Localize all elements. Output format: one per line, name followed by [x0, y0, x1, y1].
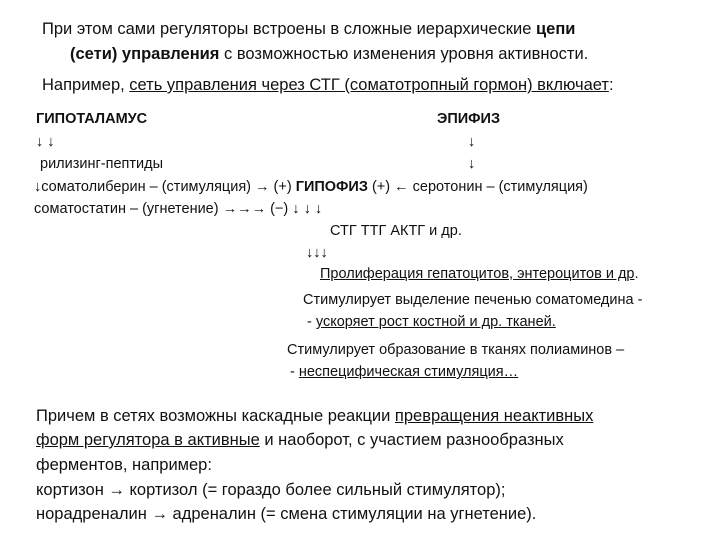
stg-network-link[interactable]: сеть управления через СТГ (соматотропный гормон) включает — [129, 76, 609, 94]
hypothalamus-label: ГИПОТАЛАМУС — [36, 111, 148, 127]
epiphysis-down-arrow-1: ↓ — [468, 134, 476, 150]
noradrenaline-example: норадреналин → адреналин (= смена стимуляции на угнетение). — [36, 505, 537, 523]
somatoliberin-text: ↓соматолиберин – (стимуляция) → (+) — [34, 179, 296, 195]
polyamines-line: Стимулирует образование в тканях полиаминов – — [287, 342, 625, 358]
nonspecific-dash: - — [290, 364, 299, 380]
releasing-peptides-label: рилизинг-пептиды — [40, 156, 163, 172]
bone-growth-link[interactable]: ускоряет рост костной и др. тканей. — [315, 314, 556, 330]
nonspecific-line — [290, 364, 518, 381]
intro-line-3 — [42, 76, 614, 95]
pituitary-label: ГИПОФИЗ — [295, 179, 368, 195]
proliferation-link[interactable]: Пролиферация гепатоцитов, энтероцитов и др — [320, 266, 635, 282]
pituitary-hormones: СТГ ТТГ АКТГ и др. — [330, 223, 462, 239]
nonspecific-link[interactable]: неспецифическая стимуляция… — [298, 364, 519, 380]
intro-colon: : — [608, 76, 614, 94]
outro-line-2 — [36, 431, 564, 450]
proliferation-period: . — [634, 266, 639, 282]
intro-line-2-text: с возможностью изменения уровня активности. — [219, 45, 589, 63]
bone-growth-dash: - — [307, 314, 316, 330]
hormones-down-arrows: ↓↓↓ — [306, 245, 328, 261]
epiphysis-down-arrow-2: ↓ — [468, 156, 476, 172]
somatomedin-line: Стимулирует выделение печенью соматомедина - — [303, 292, 643, 308]
intro-line-1-text: При этом сами регуляторы встроены в сложные иерархические — [42, 20, 537, 38]
somatostatin-row: соматостатин – (угнетение) →→→ (−) ↓ ↓ ↓ — [34, 201, 323, 217]
intro-line-1 — [42, 20, 575, 39]
bone-growth-line — [307, 314, 556, 331]
intro-chains-word: цепи — [536, 20, 576, 38]
somatoliberin-row — [34, 179, 588, 196]
serotonin-text: (+) ← серотонин – (стимуляция) — [367, 179, 588, 195]
outro-line-1-text: Причем в сетях возможны каскадные реакции — [36, 407, 395, 425]
outro-line-3: ферментов, например: — [36, 456, 212, 474]
intro-networks-term: (сети) управления — [70, 45, 220, 63]
active-forms-link[interactable]: форм регулятора в активные — [36, 431, 260, 449]
intro-line-2 — [70, 45, 588, 64]
epiphysis-label: ЭПИФИЗ — [437, 111, 501, 127]
inactive-forms-link[interactable]: превращения неактивных — [394, 407, 594, 425]
hypothalamus-down-arrows: ↓ ↓ — [36, 134, 55, 150]
outro-line-1 — [36, 407, 593, 426]
outro-line-2-text: и наоборот, с участием разнообразных — [259, 431, 564, 449]
cortisone-example: кортизон → кортизол (= гораздо более сильный стимулятор); — [36, 481, 506, 499]
intro-example-prefix: Например, — [42, 76, 130, 94]
proliferation-line — [320, 266, 639, 283]
